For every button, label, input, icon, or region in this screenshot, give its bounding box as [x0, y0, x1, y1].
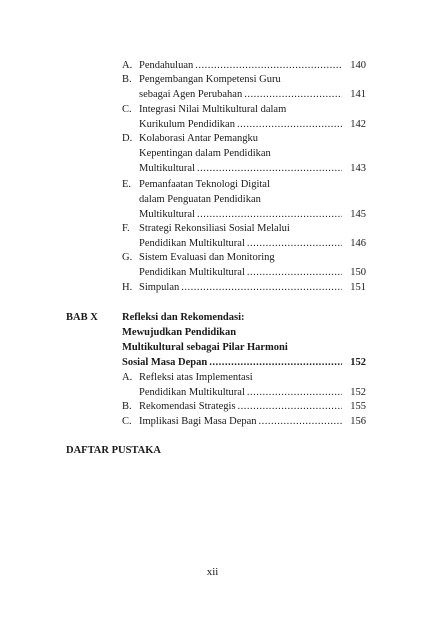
entry-title: Kepentingan dalam Pendidikan [139, 148, 271, 159]
toc-entry-x-a[interactable] [122, 370, 366, 400]
page-number: xii [206, 566, 219, 578]
toc-entry-x-c[interactable] [122, 414, 366, 429]
entry-page: 155 [350, 401, 366, 412]
entry-title: Pendidikan Multikultural [139, 387, 245, 398]
entry-page: 150 [350, 267, 366, 278]
entry-page: 145 [350, 209, 366, 220]
toc-entry-c[interactable] [122, 102, 366, 132]
entry-page: 152 [350, 387, 366, 398]
dot-leader [181, 280, 342, 295]
entry-page: 143 [350, 163, 366, 174]
entry-page: 142 [350, 119, 366, 130]
dot-leader [197, 161, 342, 176]
entry-title: Refleksi atas Implementasi [139, 372, 253, 383]
entry-page: 156 [350, 416, 366, 427]
entry-title: Rekomendasi Strategis [139, 401, 236, 412]
entry-letter: C. [122, 104, 132, 115]
dot-leader [247, 236, 342, 251]
entry-title: Simpulan [139, 282, 180, 293]
entry-letter: D. [122, 133, 133, 144]
toc-entry-f[interactable] [122, 221, 366, 251]
chapter-label: BAB X [66, 312, 98, 323]
dot-leader [247, 385, 342, 400]
entry-page: 140 [350, 60, 366, 71]
dot-leader [195, 58, 342, 73]
toc-entry-a[interactable] [122, 58, 366, 73]
entry-letter: A. [122, 60, 133, 71]
chapter-title-line: Sosial Masa Depan [122, 357, 208, 368]
bibliography-heading[interactable]: DAFTAR PUSTAKA [66, 445, 161, 456]
chapter-title-line: Refleksi dan Rekomendasi: [122, 312, 245, 323]
toc-entry-g[interactable] [122, 250, 366, 280]
chapter-title-line: Mewujudkan Pendidikan [122, 327, 237, 338]
entry-letter: G. [122, 252, 133, 263]
dot-leader [259, 414, 342, 429]
entry-page: 146 [350, 238, 366, 249]
entry-title: dalam Penguatan Pendidikan [139, 194, 261, 205]
toc-entry-d[interactable] [122, 131, 366, 176]
entry-page: 151 [350, 282, 366, 293]
dot-leader [237, 117, 342, 132]
entry-title: Kolaborasi Antar Pemangku [139, 133, 258, 144]
entry-title: Strategi Rekonsiliasi Sosial Melalui [139, 223, 290, 234]
entry-letter: B. [122, 401, 132, 412]
entry-title: Implikasi Bagi Masa Depan [139, 416, 257, 427]
entry-title: Multikultural [139, 209, 195, 220]
toc-entry-e[interactable] [122, 177, 366, 222]
entry-letter: H. [122, 282, 133, 293]
entry-letter: A. [122, 372, 133, 383]
toc-entry-b[interactable] [122, 72, 366, 102]
dot-leader [209, 355, 342, 370]
chapter-page: 152 [350, 357, 366, 368]
entry-title: Pendidikan Multikultural [139, 267, 245, 278]
entry-letter: F. [122, 223, 130, 234]
entry-page: 141 [350, 89, 366, 100]
chapter-title[interactable] [122, 310, 366, 370]
entry-title: Multikultural [139, 163, 195, 174]
entry-title: Pendidikan Multikultural [139, 238, 245, 249]
entry-letter: B. [122, 74, 132, 85]
dot-leader [197, 207, 342, 222]
entry-title: Kurikulum Pendidikan [139, 119, 235, 130]
dot-leader [238, 399, 342, 414]
toc-entry-h[interactable] [122, 280, 366, 295]
entry-letter: C. [122, 416, 132, 427]
entry-title: Sistem Evaluasi dan Monitoring [139, 252, 275, 263]
dot-leader [247, 265, 342, 280]
entry-letter: E. [122, 179, 132, 190]
entry-title: Integrasi Nilai Multikultural dalam [139, 104, 287, 115]
entry-title: Pemanfaatan Teknologi Digital [139, 179, 270, 190]
toc-entry-x-b[interactable] [122, 399, 366, 414]
dot-leader [244, 87, 342, 102]
entry-title: Pengembangan Kompetensi Guru [139, 74, 281, 85]
chapter-title-line: Multikultural sebagai Pilar Harmoni [122, 342, 288, 353]
entry-title: Pendahuluan [139, 60, 194, 71]
entry-title: sebagai Agen Perubahan [139, 89, 243, 100]
